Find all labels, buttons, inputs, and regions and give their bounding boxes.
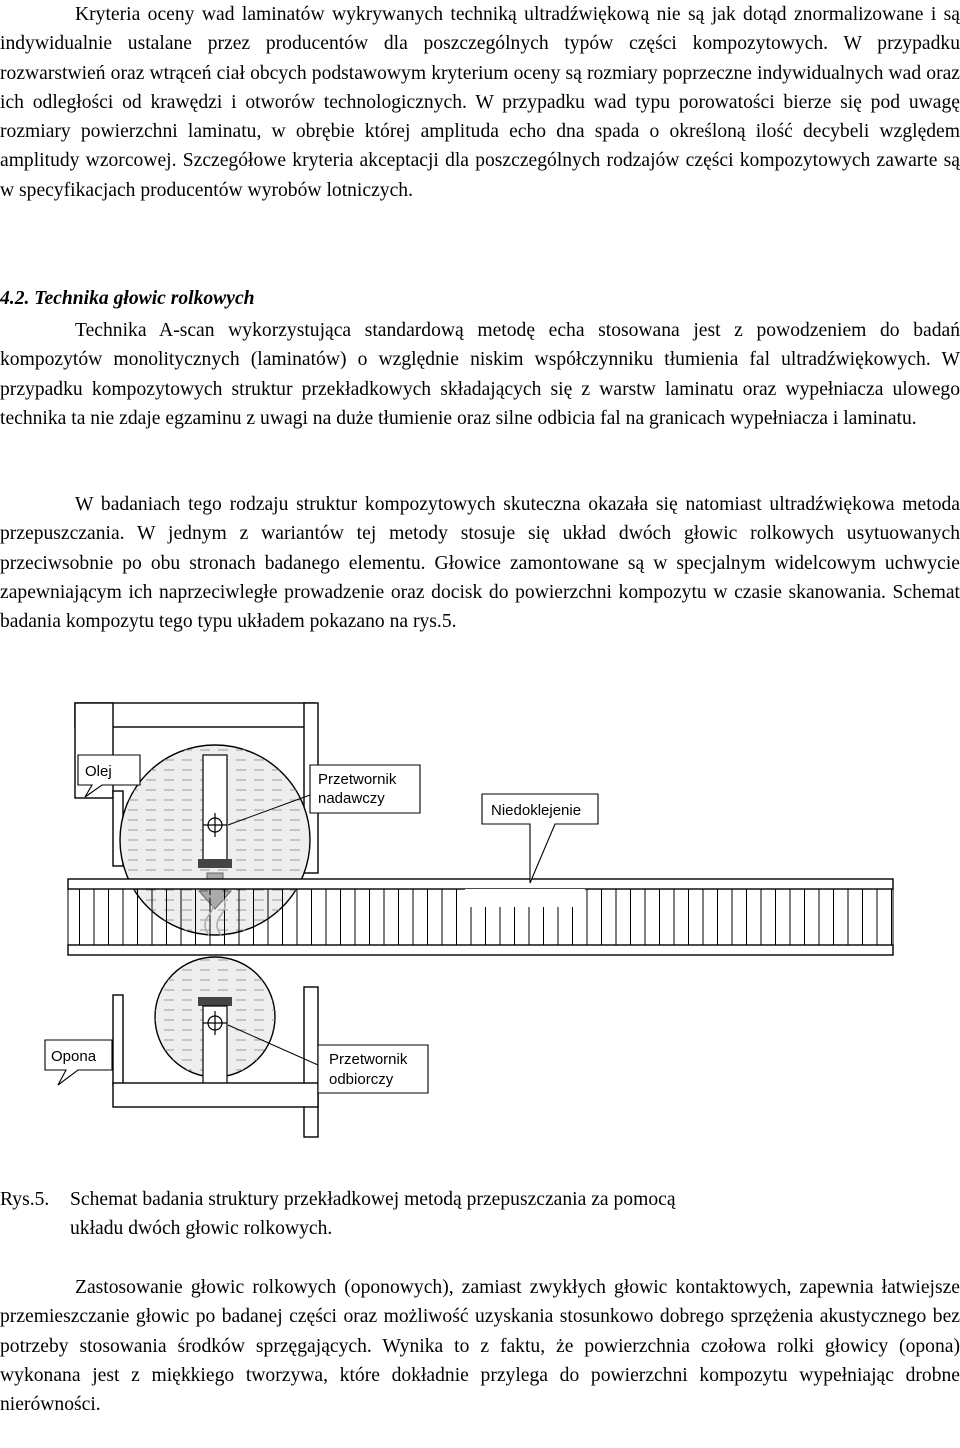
figure-caption bbox=[0, 1185, 900, 1244]
caption-line-1: Schemat badania struktury przekładkowej metodą przepuszczania za pomocą bbox=[70, 1189, 676, 1210]
label-niedoklejenie: Niedoklejenie bbox=[491, 802, 582, 819]
paragraph-transmission: W badaniach tego rodzaju struktur kompozytowych skuteczna okazała się natomiast ultradźwiękowa metoda przepuszczania. W jednym z wariantów tej metody stosuje się układ dwóch głowic rolkowych usytuowanych przeciwsobnie po obu stronach badanego elementu. Głowice zamontowane są w specjalnym widelcowym uchwycie zapewniającym ich naprzeciwległe prowadzenie oraz docisk do powierzchni kompozytu w czasie skanowania. Schemat badania kompozytu tego typu układem pokazano na rys.5. bbox=[0, 494, 960, 633]
label-opona: Opona bbox=[51, 1048, 97, 1065]
paragraph-criteria: Kryteria oceny wad laminatów wykrywanych techniką ultradźwiękową nie są jak dotąd znormalizowane i są indywidualnie ustalane przez producentów dla poszczególnych typów części kompozytowych. W przypadku rozwarstwień oraz wtrąceń ciał obcych podstawowym kryterium oceny są rozmiary poprzeczne indywidualnych wad oraz ich odległości od krawędzi i otworów technologicznych. W przypadku wad typu porowatości bierze się pod uwagę rozmiary powierzchni laminatu, w obrębie której amplituda echo dna spada o określoną ilość decybeli względem amplitudy wzorcowej. Szczegółowe kryteria akceptacji dla poszczególnych rodzajów części kompozytowych zawarte są w specyfikacjach producentów wyrobów lotniczych. bbox=[0, 4, 960, 201]
caption-number: Rys.5. bbox=[0, 1189, 50, 1210]
label-przetwornik-odbiorczy-2: odbiorczy bbox=[329, 1071, 394, 1088]
label-przetwornik-nadawczy-2: nadawczy bbox=[318, 790, 385, 807]
figure-roller-probes bbox=[0, 695, 960, 1165]
label-przetwornik-nadawczy-1: Przetwornik bbox=[318, 771, 397, 788]
sandwich-panel bbox=[68, 879, 893, 955]
callout-opona bbox=[45, 1040, 112, 1085]
caption-line-2: układu dwóch głowic rolkowych. bbox=[70, 1218, 333, 1240]
callout-niedoklejenie bbox=[482, 794, 598, 883]
paragraph-ascan: Technika A-scan wykorzystująca standardową metodę echa stosowana jest z powodzeniem do badań kompozytów monolitycznych (laminatów) o względnie niskim współczynniku tłumienia fal ultradźwiękowych. W przypadku kompozytowych struktur przekładkowych składających się z warstw laminatu oraz wypełniacza ulowego technika ta nie zdaje egzaminu z uwagi na duże tłumienie oraz silne odbicia fal na granicach wypełniacza i laminatu. bbox=[0, 320, 960, 429]
section-heading: 4.2. Technika głowic rolkowych bbox=[0, 288, 255, 309]
label-przetwornik-odbiorczy-1: Przetwornik bbox=[329, 1051, 408, 1068]
label-olej: Olej bbox=[85, 763, 112, 780]
roller-probe-diagram bbox=[0, 695, 960, 1165]
paragraph-roller-advantages: Zastosowanie głowic rolkowych (oponowych), zamiast zwykłych głowic kontaktowych, zapewnia łatwiejsze przemieszczanie głowic po badanej części oraz możliwość uzyskania stosunkowo dobrego sprzężenia akustycznego bez potrzeby stosowania środków sprzęgających. Wynika to z faktu, że powierzchnia czołowa rolki głowicy (opona) wykonana jest z miękkiego tworzywa, które dokładnie przylega do powierzchni kompozytu wypełniając drobne nierówności. bbox=[0, 1277, 960, 1416]
roller-bottom bbox=[155, 957, 275, 1096]
